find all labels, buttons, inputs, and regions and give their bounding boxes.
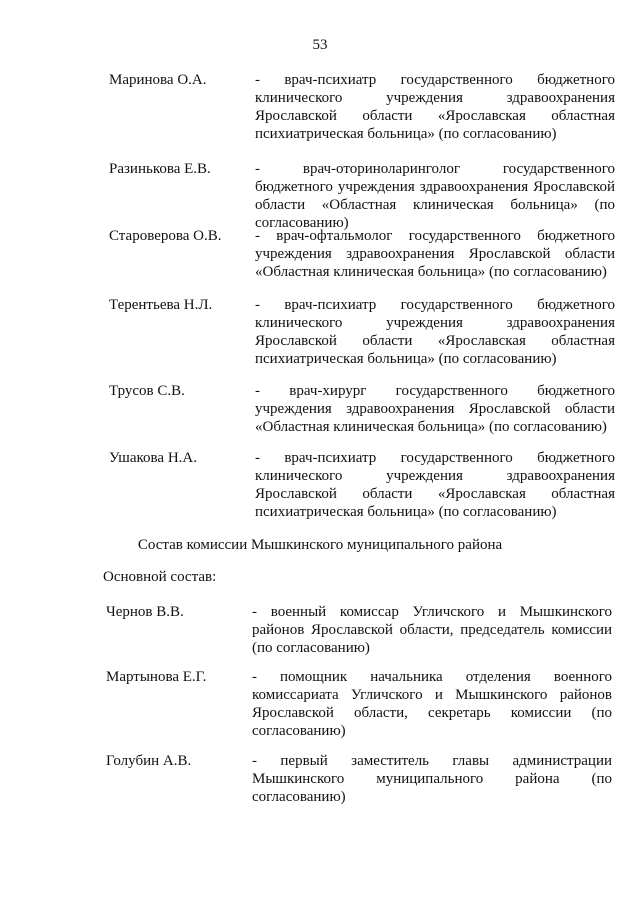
member-description: - военный комиссар Угличского и Мышкинского районов Ярославской области, председатель комиссии (по согласованию): [252, 604, 612, 656]
member-name: Ушакова Н.А.: [109, 450, 197, 466]
member-entry: [109, 382, 615, 436]
member-description: - врач-офтальмолог государственного бюджетного учреждения здравоохранения Ярославской области «Областная клиническая больница» (по согласованию): [255, 228, 615, 280]
subheading: Основной состав:: [103, 569, 217, 585]
member-entry: [109, 71, 615, 143]
member-description: - врач-психиатр государственного бюджетного клинического учреждения здравоохранения Ярославской области «Ярославская областная психиатрическая больница» (по согласованию): [255, 72, 615, 142]
member-description: - врач-психиатр государственного бюджетного клинического учреждения здравоохранения Ярославской области «Ярославская областная психиатрическая больница» (по согласованию): [255, 297, 615, 367]
member-name: Голубин А.В.: [106, 753, 192, 769]
member-entry: [109, 227, 615, 281]
member-description: - врач-оториноларинголог государственного бюджетного учреждения здравоохранения Ярославской области «Областная клиническая больница» (по согласованию): [255, 161, 615, 231]
member-name: Терентьева Н.Л.: [109, 297, 213, 313]
member-name: Чернов В.В.: [106, 604, 184, 620]
member-description: - первый заместитель главы администрации Мышкинского муниципального района (по согласованию): [252, 753, 612, 805]
member-entry: [109, 296, 615, 368]
member-description: - помощник начальника отделения военного комиссариата Угличского и Мышкинского районов Ярославской области, секретарь комиссии (по согласованию): [252, 669, 612, 739]
member-entry: [106, 668, 612, 740]
member-entry: [109, 160, 615, 232]
member-description: - врач-хирург государственного бюджетного учреждения здравоохранения Ярославской области «Областная клиническая больница» (по согласованию): [255, 383, 615, 435]
member-entry: [106, 752, 612, 806]
member-entry: [109, 449, 615, 521]
member-name: Маринова О.А.: [109, 72, 207, 88]
member-name: Мартынова Е.Г.: [106, 669, 207, 685]
member-name: Староверова О.В.: [109, 228, 222, 244]
section-heading: Состав комиссии Мышкинского муниципального района: [137, 537, 503, 553]
member-entry: [106, 603, 612, 657]
member-description: - врач-психиатр государственного бюджетного клинического учреждения здравоохранения Ярославской области «Ярославская областная психиатрическая больница» (по согласованию): [255, 450, 615, 520]
page-number: 53: [312, 37, 328, 53]
member-name: Трусов С.В.: [109, 383, 185, 399]
member-name: Разинькова Е.В.: [109, 161, 211, 177]
